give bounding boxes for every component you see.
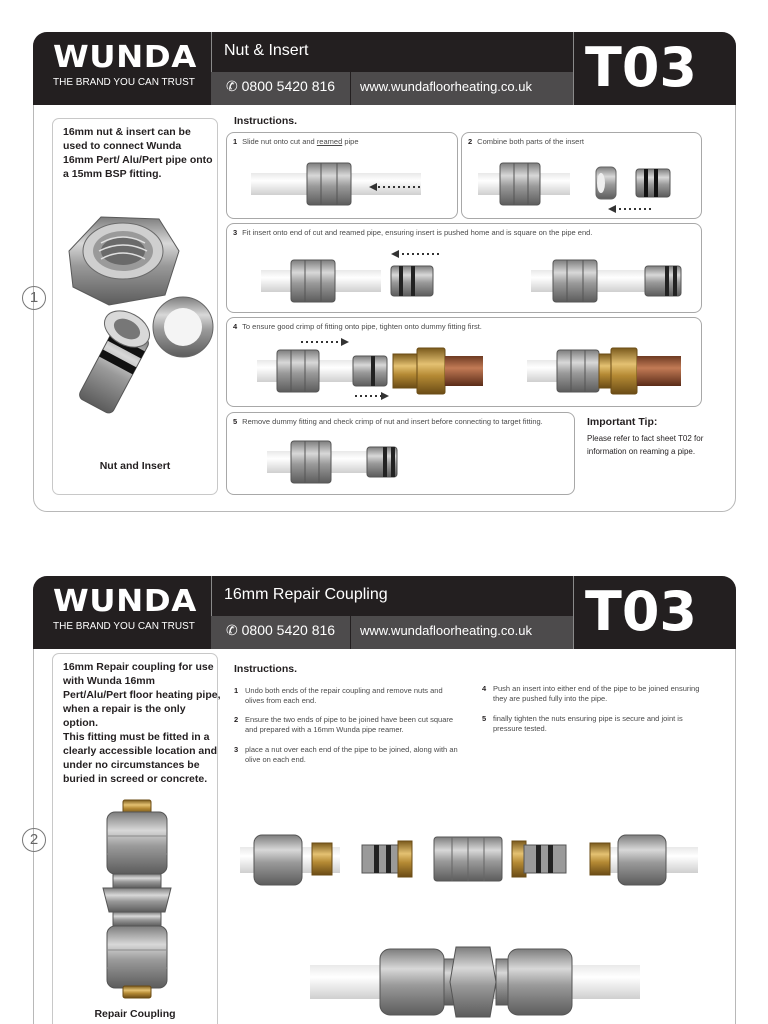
brand-tagline: THE BRAND YOU CAN TRUST <box>53 621 195 632</box>
step-4-panel <box>226 317 702 407</box>
brand-logo: WUNDA <box>53 584 197 619</box>
assembled-coupling-image <box>310 937 640 1024</box>
tip-text: Please refer to fact sheet T02 for information on reaming a pipe. <box>587 434 704 456</box>
brand-logo: WUNDA <box>53 40 197 75</box>
step-2-text: 2 Combine both parts of the insert <box>468 137 584 146</box>
website-link[interactable]: www.wundafloorheating.co.uk <box>360 79 532 94</box>
tip-heading: Important Tip: <box>587 416 658 428</box>
exploded-coupling-image <box>240 827 700 887</box>
sidebar-caption: Repair Coupling <box>94 1008 176 1020</box>
nut-and-insert-image <box>61 209 221 419</box>
sidebar-warning: This fitting must be fitted in a clearly accessible location and under no circumstances be buried in screed or concrete. <box>63 731 218 785</box>
step-2-panel <box>461 132 702 219</box>
step-3-panel <box>226 223 702 313</box>
fact-sheet-repair-coupling <box>29 576 736 1024</box>
step-5-panel <box>226 412 575 495</box>
instruction-1: 1 Undo both ends of the repair coupling and remove nuts and olives from each end. <box>234 686 443 705</box>
brand-tagline: THE BRAND YOU CAN TRUST <box>53 77 195 88</box>
fact-sheet-nut-insert <box>29 32 736 512</box>
step-1-text: 1 Slide nut onto cut and reamed pipe <box>233 137 359 146</box>
phone-number: ✆ 0800 5420 816 <box>226 622 336 638</box>
sheet-title: 16mm Repair Coupling <box>224 586 388 603</box>
website-link[interactable]: www.wundafloorheating.co.uk <box>360 623 532 638</box>
contact-bar-divider <box>350 616 351 649</box>
step-4-image <box>257 332 687 404</box>
sheet-title: Nut & Insert <box>224 42 309 59</box>
instructions-heading: Instructions. <box>234 115 298 127</box>
step-3-text: 3 Fit insert onto end of cut and reamed pipe, ensuring insert is pushed home and is square on the pipe end. <box>233 228 593 237</box>
sheet-header <box>33 32 736 105</box>
step-1-image <box>251 159 451 209</box>
instruction-3: 3 place a nut over each end of the pipe to be joined, along with an olive on each end. <box>234 745 458 764</box>
sidebar-panel <box>52 118 218 495</box>
sheet-code: T03 <box>585 36 697 99</box>
step-5-image <box>267 435 467 487</box>
step-2-image <box>478 159 698 215</box>
sheet-header <box>33 576 736 649</box>
repair-coupling-image <box>99 800 175 1000</box>
section-number: 2 <box>22 828 46 852</box>
phone-number: ✆ 0800 5420 816 <box>226 78 336 94</box>
step-5-text: 5 Remove dummy fitting and check crimp of nut and insert before connecting to target fitting. <box>233 417 543 426</box>
sidebar-description: 16mm Repair coupling for use with Wunda 16mm Pert/Alu/Pert floor heating pipe, when a repair is the only option. <box>63 661 221 729</box>
step-4-text: 4 To ensure good crimp of fitting onto pipe, tighten onto dummy fitting first. <box>233 322 482 331</box>
step-1-panel <box>226 132 458 219</box>
sidebar-caption: Nut and Insert <box>99 460 171 472</box>
sidebar-description: 16mm nut & insert can be used to connect Wunda 16mm Pert/ Alu/Pert pipe onto a 15mm BSP fitting. <box>63 126 213 180</box>
sidebar-panel <box>52 653 221 1024</box>
sheet-code: T03 <box>585 580 697 643</box>
step-3-image <box>261 242 691 308</box>
instruction-2: 2 Ensure the two ends of pipe to be joined have been cut square and prepared with a 16mm Wunda pipe reamer. <box>234 715 454 734</box>
instructions-heading: Instructions. <box>234 663 298 675</box>
section-number: 1 <box>22 286 46 310</box>
instruction-5: 5 finally tighten the nuts ensuring pipe is secure and joint is pressure tested. <box>482 714 683 733</box>
contact-bar-divider <box>350 72 351 105</box>
instruction-4: 4 Push an insert into either end of the pipe to be joined ensuring they are pushed fully into the pipe. <box>482 684 700 703</box>
